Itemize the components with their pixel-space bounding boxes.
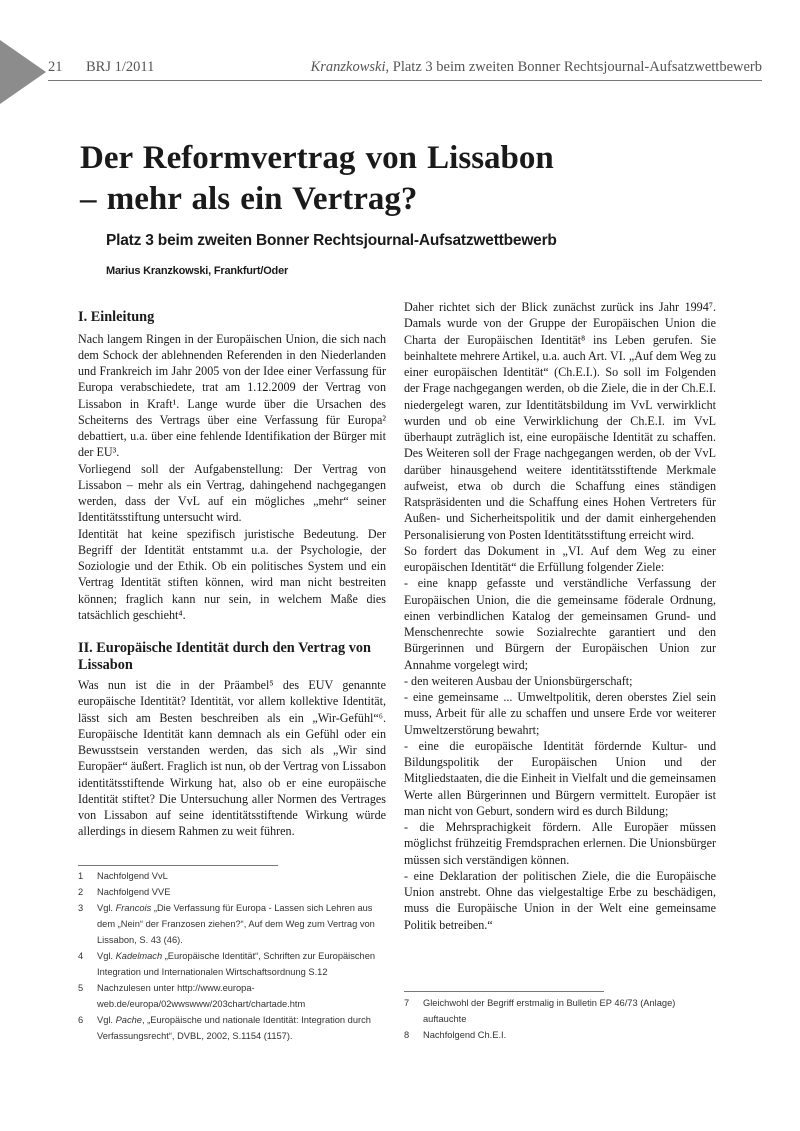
section-heading-einleitung: I. Einleitung [78, 309, 155, 325]
running-title-text: , Platz 3 beim zweiten Bonner Rechtsjournal-Aufsatzwettbewerb [385, 58, 762, 75]
list-item: - eine knapp gefasste und verständliche Verfassung der Europäischen Union, die die gemeinsame föderale Ordnung, einen verbindlichen Katalog der gemeinsamen Grund- und Menschenrechte sowie Sozialrechte garantiert und den Bürgerinnen und Bürgern der Europäischen Union zur Annahme vorgelegt wird; [404, 576, 716, 672]
article-subtitle: Platz 3 beim zweiten Bonner Rechtsjournal-Aufsatzwettbewerb [106, 232, 557, 249]
running-author: Kranzkowski [310, 58, 386, 75]
list-item: - die Mehrsprachigkeit fördern. Alle Europäer müssen möglichst frühzeitig Fremdsprachen erlernen. Die Unionsbürger müssen sich verständigen können. [404, 820, 716, 867]
journal-issue: BRJ 1/2011 [86, 58, 155, 75]
page-number: 21 [48, 58, 63, 75]
paragraph: Vorliegend soll der Aufgabenstellung: Der Vertrag von Lissabon – mehr als ein Vertrag, dahingehend nachgegangen werden, dass der VvL auf ein mögliches „mehr“ seiner Identitätsstiftung untersucht wird. [78, 461, 386, 525]
footnote: 1 Nachfolgend VvL [78, 871, 168, 881]
footnote-url: Nachzulesen unter http://www.europa-web.de/europa/02wwswww/203chart/chartade.htm [97, 983, 306, 1009]
title-line-1: Der Reformvertrag von Lissabon [80, 140, 554, 176]
running-title [311, 59, 762, 76]
footnote-rule [404, 991, 604, 992]
footnote: 4 Vgl. Kadelmach „Europäische Identität“, Schriften zur Europäischen Integration und Internationalen Wirtschaftsordnung S.12 [78, 951, 376, 977]
cited-author: Pache [115, 1015, 142, 1025]
paragraph: Identität hat keine spezifisch juristische Bedeutung. Der Begriff der Identität entstammt u.a. der Psychologie, der Soziologie und der Ethik. Ob ein politisches System und ein Vertrag Identität stiften können, wird man nicht bestreiten können; fraglich kann nur sein, in welchem Maße dies tatsächlich geschieht⁴. [78, 526, 386, 622]
footnotes-right [404, 995, 716, 1043]
list-item: - eine die europäische Identität fördernde Kultur- und Bildungspolitik der Europäischen Union und der Mitgliedstaaten, die die Einheit in Vielfalt und die gemeinsamen Werte allen Bürgerinnen und Bürgern vermittelt. Europäer ist man nicht von Geburt, sondern wird es durch Bildung; [404, 738, 716, 818]
footnote: 6 Vgl. Pache, „Europäische und nationale Identität: Integration durch Verfassungsrecht“, DVBL, 2002, S.1154 (1157). [78, 1015, 371, 1041]
footnote: 3 Vgl. Francois „Die Verfassung für Europa - Lassen sich Lehren aus dem „Nein“ der Franzosen ziehen?“, Auf dem Weg zum Vertrag von Lissabon, S. 43 (46). [78, 903, 375, 945]
paragraph: So fordert das Dokument in „VI. Auf dem Weg zu einer europäischen Identität“ die Erfüllung folgender Ziele: [404, 543, 716, 574]
article-author: Marius Kranzkowski, Frankfurt/Oder [106, 265, 289, 277]
footnote-rule [78, 865, 278, 866]
list-item: - eine gemeinsame ... Umweltpolitik, deren oberstes Ziel sein muss, Arbeit für alle zu schaffen und unsere Erde vor weiterer Umweltzerstörung bewahrt; [404, 690, 716, 737]
list-item: - den weiteren Ausbau der Unionsbürgerschaft; [404, 673, 633, 688]
footnote: 7 Gleichwohl der Begriff erstmalig in Bulletin EP 46/73 (Anlage) auftauchte [404, 998, 676, 1024]
cited-author: Francois [115, 903, 152, 913]
page-edge-tab [0, 40, 46, 104]
footnote: 8 Nachfolgend Ch.E.I. [404, 1030, 507, 1040]
article-title [80, 138, 750, 220]
footnote: 2 Nachfolgend VVE [78, 887, 171, 897]
cited-author: Kadelmach [115, 951, 163, 961]
paragraph: Daher richtet sich der Blick zunächst zurück ins Jahr 1994⁷. Damals wurde von der Gruppe der Europäischen Union die Charta der Europäischen Identität⁸ ins Leben gerufen. Sie beinhaltete mehrere Artikel, u.a. auch Art. VI. „Auf dem Weg zu einer europäischen Identität“ (Ch.E.I.). So soll im Folgenden der Frage nachgegangen werden, ob die Ziele, die in der Ch.E.I. niedergelegt waren, zur Identitätsbildung im VvL verwirklicht wurden und ob eine Verwirklichung der Ch.E.I. im VvL überhaupt zuträglich ist, eine europäische Identität zu schaffen. Des Weiteren soll der Frage nachgegangen werden, ob der VvL darüber hinausgehend weitere identitätsstiftende Merkmale aufweist, etwa ob durch die Schaffung eines ständigen Ratspräsidenten und die Schaffung eines Hohen Vertreters für Außen- und Sicherheitspolitik und der damit einhergehenden Personalisierung von Posten Identitätsstiftung erreicht wird. [404, 300, 716, 542]
footnote: 5 Nachzulesen unter http://www.europa-web.de/europa/02wwswww/203chart/chartade.htm [78, 983, 306, 1009]
title-line-2: – mehr als ein Vertrag? [80, 181, 418, 217]
list-item: - eine Deklaration der politischen Ziele, die die Europäische Union anstrebt. Ohne das vielgestaltige Erbe zu beschädigen, muss die Europäische Union in der Welt eine gemeinsame Politik betreiben.“ [404, 868, 716, 932]
left-column [78, 309, 386, 840]
paragraph: Was nun ist die in der Präambel⁵ des EUV genannte europäische Identität? Identität, vor allem kollektive Identität, lässt sich am Besten beschreiben als ein „Wir-Gefühl“⁶. Europäische Identität kann demnach als ein Gefühl oder ein Bewusstsein verstanden werden, das sich als „Wir sind Europäer“ äußert. Fraglich ist nun, ob der Vertrag von Lissabon identitätsstiftende Wirkung hat, also ob er eine europäische Identität stiftet? Die Untersuchung aller Normen des Vertrages von Lissabon auf seine identitätsstiftende Wirkung würde allerdings in diesem Rahmen zu weit führen. [78, 678, 386, 839]
running-head [48, 56, 762, 78]
footnotes-left [78, 868, 390, 1044]
section-heading-identitaet: II. Europäische Identität durch den Vertrag von Lissabon [78, 640, 371, 673]
header-rule [48, 80, 762, 81]
paragraph: Nach langem Ringen in der Europäischen Union, die sich nach dem Schock der ablehnenden Referenden in den Niederlanden und Frankreich im Jahr 2005 von der Idee einer Verfassung für Europa verabschiedete, trat am 1.12.2009 der Vertrag von Lissabon in Kraft¹. Lange wurde über die Ursachen des Scheiterns des Vertrags über eine Verfassung für Europa² debattiert, u.a. über eine fehlende Identifikation der Bürger mit der EU³. [78, 331, 386, 460]
right-column [404, 299, 716, 933]
